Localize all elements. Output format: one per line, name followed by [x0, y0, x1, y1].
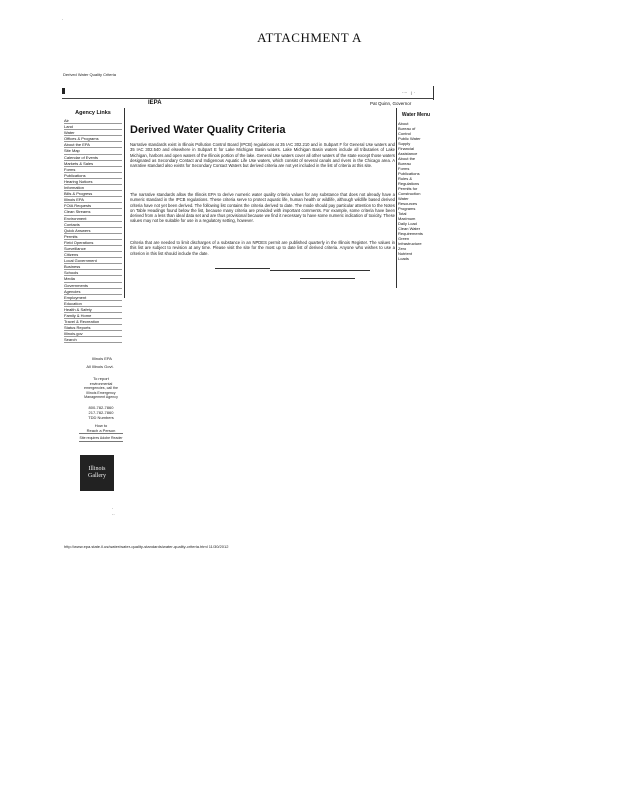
left-nav-item[interactable]: Business: [64, 264, 122, 270]
right-nav-item[interactable]: Construction: [398, 191, 421, 196]
left-nav-item[interactable]: Forms: [64, 167, 122, 173]
agency-links-nav: [64, 110, 122, 343]
search-field-line[interactable]: [215, 268, 270, 269]
right-nav-item[interactable]: About: [398, 121, 409, 126]
stray-mark-1: ·: [112, 506, 114, 511]
illinois-epa-link[interactable]: Illinois EPA: [92, 356, 112, 361]
paragraph-derived-criteria: The narrative standards allow the Illinois EPA to derive numeric water quality criteria values for any substance that does not already have a numeric standard in the IPCB regulations. These criteria serve to protect aquatic life, human health or wildlife, although wildlife based derived criteria have not yet been derived. The following list contains the criteria derived to date. The mode should pay particular attention to the Notes on Table Headings found below the list, because many criteria are provided with important comments. For example, some criteria have been derived from a less than ideal data set and are thus provisional because we find it necessary to have some numeric indication of toxicity. These values may not be suitable for use in a regulatory setting, however.: [130, 192, 395, 224]
left-nav-item[interactable]: Quick Answers: [64, 228, 122, 234]
right-nav-item[interactable]: Public Water: [398, 136, 421, 141]
site-logo[interactable]: IEPA: [148, 100, 162, 106]
left-nav-item[interactable]: Site Map: [64, 148, 122, 154]
right-nav-item[interactable]: Total: [398, 211, 407, 216]
emergency-phone-2: 217-782-7860: [88, 410, 114, 415]
left-nav-item[interactable]: Surveillance: [64, 246, 122, 252]
all-illinois-govt-link[interactable]: All Illinois Govt.: [86, 364, 114, 369]
left-nav-item[interactable]: Publications: [64, 173, 122, 179]
right-nav-item[interactable]: Water: [398, 196, 409, 201]
right-nav-item[interactable]: Loads: [398, 256, 409, 261]
right-nav-item[interactable]: Nutrient: [398, 251, 413, 256]
left-nav-item[interactable]: Environment: [64, 216, 122, 222]
form-field-line-2[interactable]: [300, 278, 355, 279]
right-column-divider: [396, 108, 397, 288]
governor-name: Pat Quinn, Governor: [370, 101, 412, 106]
right-nav-item[interactable]: Requirements: [398, 231, 423, 236]
left-nav-item[interactable]: Field Operations: [64, 240, 122, 246]
footer-url: http://www.epa.state.il.us/water/water-quality-standards/water-quality-criteria.html 11/30/2012: [64, 544, 229, 549]
right-nav-item[interactable]: Clean Water: [398, 226, 421, 231]
reach-a-person-link[interactable]: Reach a Person: [79, 428, 123, 434]
header-right-links: ···· | ·: [402, 90, 416, 95]
corner-mark: ·: [62, 17, 64, 22]
right-nav-item[interactable]: Daily Load: [398, 221, 417, 226]
left-nav-item[interactable]: Education: [64, 301, 122, 307]
illinois-gallery-text: Illinois Gallery: [88, 466, 106, 479]
attachment-heading: ATTACHMENT A: [257, 30, 362, 45]
left-nav-item[interactable]: Hearing Notices: [64, 179, 122, 185]
right-nav-item[interactable]: Permits for: [398, 186, 418, 191]
header-divider: [62, 98, 433, 99]
left-nav-item[interactable]: Markets & Sales: [64, 161, 122, 167]
water-menu-nav: [398, 112, 434, 261]
left-header-mark: [62, 88, 65, 94]
right-nav-item[interactable]: Resources: [398, 201, 418, 206]
illinois-gallery-logo[interactable]: [80, 455, 114, 491]
left-nav-item[interactable]: Contacts: [64, 222, 122, 228]
left-nav-item[interactable]: Water: [64, 130, 122, 136]
left-nav-item[interactable]: Search: [64, 337, 122, 343]
emergency-phone-1: 800-782-7860: [88, 405, 114, 410]
left-nav-item[interactable]: Travel & Recreation: [64, 319, 122, 325]
left-nav-item[interactable]: Offices & Programs: [64, 136, 122, 142]
right-nav-item[interactable]: Forms: [398, 166, 410, 171]
left-nav-item[interactable]: Local Government: [64, 258, 122, 264]
agency-links-title: Agency Links: [75, 110, 111, 116]
left-nav-item[interactable]: Governments: [64, 283, 122, 289]
adobe-note: Site requires Adobe Reader: [79, 436, 123, 440]
left-nav-item[interactable]: Schools: [64, 270, 122, 276]
paragraph-register: Criteria that are needed to limit discharges of a substance in an NPDES permit are published quarterly in the Illinois Register. The values in this list are subject to revision at any time. Please visit the site for the most up to date list of derived criteria. Anyone who wishes to use a criterion in this list should include the date.: [130, 240, 395, 256]
left-nav-item[interactable]: Information: [64, 185, 122, 191]
report-label: To report: [93, 376, 109, 381]
left-nav-item[interactable]: Land: [64, 124, 122, 130]
left-nav-item[interactable]: Employment: [64, 295, 122, 301]
page-header-caption: Derived Water Quality Criteria: [63, 72, 116, 77]
left-column-divider: [124, 108, 125, 298]
right-nav-item[interactable]: Regulations: [398, 181, 420, 186]
form-field-line[interactable]: [270, 270, 370, 271]
left-nav-item[interactable]: Clean Streams: [64, 209, 122, 215]
left-nav-item[interactable]: Media: [64, 276, 122, 282]
right-nav-item[interactable]: Bureau of: [398, 126, 416, 131]
right-nav-item[interactable]: Assistance: [398, 151, 418, 156]
right-nav-item[interactable]: Control: [398, 131, 411, 136]
right-nav-item[interactable]: Supply: [398, 141, 411, 146]
water-menu-title: Water Menu: [401, 112, 431, 118]
right-nav-item[interactable]: Bureau: [398, 161, 411, 166]
right-nav-item[interactable]: Publications: [398, 171, 420, 176]
how-to-label[interactable]: How to: [94, 423, 108, 428]
tdd-numbers: TDD Numbers: [88, 415, 114, 420]
left-nav-item[interactable]: Air: [64, 118, 122, 124]
right-nav-item[interactable]: Programs: [398, 206, 416, 211]
left-nav-item[interactable]: Calendar of Events: [64, 155, 122, 161]
right-nav-item[interactable]: Green: [398, 236, 410, 241]
right-nav-item[interactable]: About the: [398, 156, 416, 161]
left-nav-item[interactable]: Health & Safety: [64, 307, 122, 313]
left-nav-item[interactable]: Illinois.gov: [64, 331, 122, 337]
right-nav-item[interactable]: Rules &: [398, 176, 413, 181]
paragraph-narrative-standards: Narrative standards exist in Illinois Pollution Control Board (IPCB) regulations at 35 IAC 302.210 and in Subpart F for General Use waters and 35 IAC 302.540 and elsewhere in Subpart E for Lake Michigan Basin waters. Lake Michigan Basin waters include all tributaries of Lake Michigan, harbors and open waters of the Illinois portion of the lake. General Use waters cover all other waters of the state except those waters designated as Secondary Contact and Indigenous Aquatic Life Use waters, which consist of several canals and rivers in the Chicago area. A narrative standard also exists for Secondary Contact Waters but derived criteria are not yet included in the list of criteria at this site.: [130, 142, 395, 169]
left-nav-item[interactable]: FOIA Requests: [64, 203, 122, 209]
right-nav-item[interactable]: Financial: [398, 146, 415, 151]
left-nav-item[interactable]: Agencies: [64, 289, 122, 295]
header-right-edge: [433, 86, 434, 100]
left-nav-item[interactable]: Bills & Progress: [64, 191, 122, 197]
left-nav-item[interactable]: Family & Home: [64, 313, 122, 319]
left-nav-item[interactable]: About the EPA: [64, 142, 122, 148]
left-nav-item[interactable]: Illinois EPA: [64, 197, 122, 203]
stray-mark-2: ··: [112, 512, 115, 517]
right-nav-item[interactable]: Zero: [398, 246, 407, 251]
right-nav-item[interactable]: Infrastructure: [398, 241, 422, 246]
left-nav-item[interactable]: Status Reports: [64, 325, 122, 331]
right-nav-item[interactable]: Maximum: [398, 216, 416, 221]
report-text: environmental emergencies, call the Illinois Emergency Management Agency: [84, 382, 118, 400]
left-nav-item[interactable]: Citizens: [64, 252, 122, 258]
page-title: Derived Water Quality Criteria: [130, 124, 286, 136]
left-nav-item[interactable]: Permits: [64, 234, 122, 240]
